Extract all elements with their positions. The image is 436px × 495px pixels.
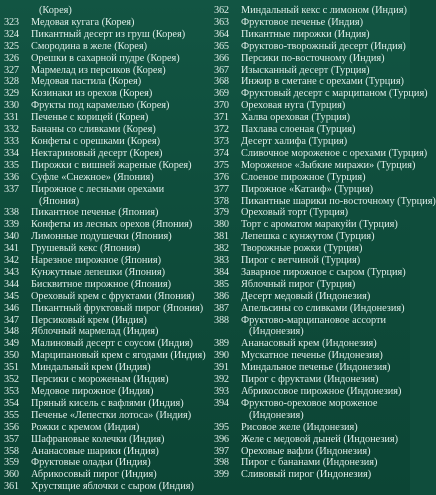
recipe-entry: [4, 207, 206, 219]
recipe-entry: [4, 231, 206, 243]
recipe-title: Фрукты под карамелью (Корея): [31, 100, 170, 112]
recipe-entry: [4, 219, 206, 231]
recipe-number: 360: [4, 469, 19, 481]
recipe-number: 372: [214, 124, 229, 136]
recipe-entry: [214, 53, 408, 65]
recipe-entry: [4, 457, 206, 469]
recipe-number: 336: [4, 171, 19, 183]
recipe-title: Медовая кугага (Корея): [31, 16, 135, 28]
recipe-title: Ананасовые шарики (Индия): [31, 445, 159, 457]
recipe-number: 376: [214, 171, 229, 183]
recipe-title: Пряный кисель с вафлями (Индия): [31, 397, 184, 409]
recipe-number: 388: [214, 314, 229, 326]
recipe-number: 359: [4, 457, 19, 469]
recipe-entry: [214, 172, 408, 184]
recipe-number: 352: [4, 374, 19, 386]
recipe-number: 397: [214, 445, 229, 457]
recipe-entry: [214, 362, 408, 374]
recipe-title: Конфеты из лесных орехов (Япония): [31, 219, 193, 231]
recipe-number: 342: [4, 255, 19, 267]
recipe-entry: [4, 124, 206, 136]
recipe-number: 323: [4, 16, 19, 28]
recipe-entry: [4, 291, 206, 303]
recipe-title: Лимонные подушечки (Япония): [31, 231, 172, 243]
recipe-title: Орешки в сахарной пудре (Корея): [31, 52, 180, 64]
recipe-number: 367: [214, 64, 229, 76]
recipe-number: 382: [214, 243, 229, 255]
recipe-title: Заварное пирожное с сыром (Турция): [241, 266, 406, 278]
recipe-entry: [214, 446, 408, 458]
recipe-number: 328: [4, 76, 19, 88]
recipe-number: 394: [214, 397, 229, 409]
recipe-number: 375: [214, 159, 229, 171]
recipe-number: 327: [4, 64, 19, 76]
recipe-title: Пирожное с лесными орехами: [31, 183, 165, 195]
recipe-title: Суфле «Снежное» (Япония): [31, 171, 154, 183]
recipe-number: 340: [4, 231, 19, 243]
recipe-number: 389: [214, 338, 229, 350]
recipe-list-left-column: [4, 5, 206, 493]
recipe-entry: [214, 386, 408, 398]
recipe-entry: [214, 398, 408, 410]
recipe-title: Миндальное печенье (Индонезия): [241, 362, 391, 374]
recipe-number: 386: [214, 290, 229, 302]
recipe-entry: [4, 338, 206, 350]
recipe-number: 331: [4, 112, 19, 124]
recipe-title: Хрустящие яблочки с сыром (Индия): [31, 481, 194, 493]
recipe-title: Рисовое желе (Индонезия): [241, 421, 358, 433]
recipe-entry: [4, 386, 206, 398]
recipe-title: Печенье «Лепестки лотоса» (Индия): [31, 409, 192, 421]
recipe-number: 393: [214, 386, 229, 397]
recipe-title: Желе с медовой дыней (Индонезия): [241, 433, 399, 445]
recipe-entry: [4, 53, 206, 65]
recipe-title: Пирог с фруктами (Индонезия): [241, 374, 379, 386]
recipe-number: 380: [214, 219, 229, 231]
recipe-number: 368: [214, 76, 229, 88]
recipe-number: 377: [214, 183, 229, 195]
recipe-title: Персики по-восточному (Индия): [241, 52, 385, 64]
recipe-number: [4, 5, 31, 17]
recipe-entry: [4, 469, 206, 481]
recipe-entry: [4, 136, 206, 148]
recipe-entry: [214, 219, 408, 231]
recipe-number: 371: [214, 112, 229, 124]
recipe-entry: [214, 326, 408, 338]
recipe-number: 357: [4, 433, 19, 445]
recipe-number: 332: [4, 124, 19, 136]
recipe-number: 384: [214, 266, 229, 278]
recipe-title: Марципановый крем с ягодами (Индия): [31, 350, 206, 362]
recipe-title: Пикантное печенье (Япония): [31, 207, 159, 219]
recipe-number: 387: [214, 302, 229, 314]
recipe-number: 355: [4, 409, 19, 421]
recipe-entry: [4, 160, 206, 172]
recipe-number: 326: [4, 52, 19, 64]
recipe-title: Пикантный фруктовый пирог (Япония): [31, 302, 204, 314]
recipe-entry: [214, 434, 408, 446]
recipe-entry: [4, 303, 206, 315]
recipe-entry: [4, 29, 206, 41]
recipe-title: Грушевый кекс (Япония): [31, 243, 141, 255]
recipe-number: 398: [214, 457, 229, 469]
recipe-entry: [214, 17, 408, 29]
recipe-number: 350: [4, 350, 19, 362]
recipe-entry: [214, 374, 408, 386]
recipe-entry: [214, 231, 408, 243]
recipe-entry: [214, 184, 408, 196]
recipe-entry: [4, 446, 206, 458]
recipe-title: Десерт халифа (Турция): [241, 135, 348, 147]
recipe-title: Пирожное «Катаиф» (Турция): [241, 183, 374, 195]
recipe-title: Ореховый крем с фруктами (Япония): [31, 290, 195, 302]
recipe-entry: [214, 410, 408, 422]
recipe-title: Ананасовый крем (Индонезия): [241, 338, 377, 350]
recipe-title: (Индонезия): [249, 409, 304, 421]
recipe-number: 353: [4, 386, 19, 397]
recipe-number: 345: [4, 290, 19, 302]
recipe-entry: [214, 422, 408, 434]
recipe-number: 339: [4, 219, 19, 231]
recipe-entry: [214, 136, 408, 148]
recipe-number: 373: [214, 135, 229, 147]
recipe-entry: [214, 76, 408, 88]
recipe-number: [4, 196, 31, 208]
recipe-number: 379: [214, 207, 229, 219]
recipe-entry: [4, 41, 206, 53]
recipe-title: Персиковый крем (Индия): [31, 314, 147, 326]
recipe-title: Мармелад из персиков (Корея): [31, 64, 166, 76]
recipe-title: Мороженое «Зыбкие миражи» (Турция): [241, 159, 416, 171]
recipe-title: Миндальный крем (Индия): [31, 362, 151, 374]
recipe-title: Лепешка с кунжутом (Турция): [241, 231, 375, 243]
recipe-title: Пикантные пирожки (Индия): [241, 28, 370, 40]
recipe-title: Фруктовое печенье (Индия): [241, 16, 364, 28]
recipe-title: Фруктово-творожный десерт (Индия): [241, 40, 406, 52]
recipe-number: 378: [214, 195, 229, 207]
recipe-entry: [4, 410, 206, 422]
recipe-title: Конфеты с орешками (Корея): [31, 135, 161, 147]
recipe-title: Фруктовый десерт с марципаном (Турция): [241, 88, 428, 100]
recipe-number: 348: [4, 326, 19, 338]
recipe-number: 365: [214, 40, 229, 52]
recipe-entry: [214, 41, 408, 53]
recipe-number: 346: [4, 302, 19, 314]
recipe-number: 338: [4, 207, 19, 219]
recipe-title: Пахлава слоеная (Турция): [241, 124, 356, 136]
recipe-title: Рожки с кремом (Индия): [31, 421, 140, 433]
recipe-number: 351: [4, 362, 19, 374]
recipe-number: 344: [4, 278, 19, 290]
recipe-list-right-column: [214, 5, 436, 481]
recipe-entry: [214, 207, 408, 219]
recipe-entry: [214, 315, 408, 327]
recipe-entry: [214, 338, 408, 350]
recipe-entry: [4, 326, 206, 338]
recipe-entry: [4, 243, 206, 255]
recipe-title: Миндальный кекс с лимоном (Индия): [241, 5, 407, 16]
recipe-entry: [4, 112, 206, 124]
recipe-entry: [214, 65, 408, 77]
recipe-title: Апельсины со сливками (Индонезия): [241, 302, 405, 314]
recipe-entry: [4, 315, 206, 327]
recipe-title: Пирог с ветчиной (Турция): [241, 255, 361, 267]
recipe-entry: [4, 17, 206, 29]
recipe-title: Нектариновый десерт (Корея): [31, 147, 163, 159]
recipe-entry: [4, 362, 206, 374]
recipe-number: 392: [214, 374, 229, 386]
recipe-number: 364: [214, 28, 229, 40]
recipe-number: 337: [4, 183, 19, 195]
recipe-number: 362: [214, 5, 229, 16]
recipe-entry: [4, 267, 206, 279]
recipe-number: 343: [4, 266, 19, 278]
recipe-title: Кунжутные лепешки (Япония): [31, 266, 166, 278]
recipe-title: Десерт медовый (Индонезия): [241, 290, 371, 302]
recipe-number: 383: [214, 255, 229, 267]
recipe-entry: [4, 434, 206, 446]
recipe-entry: [4, 148, 206, 160]
recipe-number: 334: [4, 147, 19, 159]
recipe-title: Пирог с бананами (Индонезия): [241, 457, 378, 469]
recipe-entry: [214, 279, 408, 291]
recipe-number: 391: [214, 362, 229, 374]
recipe-entry: [214, 5, 408, 17]
recipe-title: Халва ореховая (Турция): [241, 112, 351, 124]
recipe-number: 363: [214, 16, 229, 28]
recipe-title: (Корея): [39, 5, 72, 16]
recipe-entry: [214, 267, 408, 279]
recipe-entry: [4, 255, 206, 267]
recipe-title: Торт с ароматом маракуйи (Турция): [241, 219, 398, 231]
recipe-title: Фруктовые оладьи (Индия): [31, 457, 151, 469]
recipe-number: 333: [4, 135, 19, 147]
recipe-number: 374: [214, 147, 229, 159]
recipe-number: 369: [214, 88, 229, 100]
recipe-number: 390: [214, 350, 229, 362]
recipe-entry: [214, 159, 416, 172]
recipe-number: 325: [4, 40, 19, 52]
recipe-entry: [214, 88, 428, 100]
recipe-title: Слоеное пирожное (Турция): [241, 171, 366, 183]
recipe-title: Мускатное печенье (Индонезия): [241, 350, 383, 362]
recipe-number: 358: [4, 445, 19, 457]
recipe-entry: [214, 243, 408, 255]
recipe-entry: [214, 350, 408, 362]
recipe-title: (Индонезия): [249, 326, 304, 338]
recipe-entry: [214, 147, 428, 160]
recipe-number: 385: [214, 278, 229, 290]
recipe-entry: [4, 481, 206, 493]
recipe-entry: [4, 422, 206, 434]
recipe-title: Козинаки из орехов (Корея): [31, 88, 153, 100]
recipe-title: Ореховый торт (Турция): [241, 207, 349, 219]
recipe-number: 349: [4, 338, 19, 350]
recipe-title: Печенье с корицей (Корея): [31, 112, 149, 124]
recipe-entry: [4, 398, 206, 410]
recipe-number: 356: [4, 421, 19, 433]
recipe-number: 335: [4, 159, 19, 171]
recipe-number: 354: [4, 397, 19, 409]
recipe-entry: [4, 100, 206, 112]
recipe-entry: [214, 112, 408, 124]
recipe-number: [214, 410, 241, 422]
recipe-title: Пикантные шарики по-восточному (Турция): [241, 195, 436, 207]
recipe-entry: [4, 65, 206, 77]
recipe-title: Пикантный десерт из груш (Корея): [31, 28, 186, 40]
recipe-number: 324: [4, 28, 19, 40]
recipe-title: Абрикосовый пирог (Индия): [31, 469, 157, 481]
recipe-title: Смородина в желе (Корея): [31, 40, 148, 52]
recipe-entry: [214, 303, 408, 315]
recipe-entry: [4, 172, 206, 184]
recipe-number: 347: [4, 314, 19, 326]
recipe-title: Сливочное мороженое с орехами (Турция): [241, 147, 428, 159]
recipe-number: 395: [214, 421, 229, 433]
recipe-entry: [214, 291, 408, 303]
recipe-entry: [4, 196, 206, 208]
recipe-number: 361: [4, 481, 19, 493]
recipe-number: 370: [214, 100, 229, 112]
recipe-entry: [4, 88, 206, 100]
recipe-entry: [4, 279, 206, 291]
recipe-title: Шафрановые колечки (Индия): [31, 433, 165, 445]
recipe-title: Бананы со сливками (Корея): [31, 124, 156, 136]
recipe-title: (Япония): [39, 195, 80, 207]
recipe-number: 330: [4, 100, 19, 112]
recipe-entry: [214, 195, 436, 208]
recipe-entry: [4, 350, 206, 362]
recipe-title: Яблочный пирог (Турция): [241, 278, 356, 290]
recipe-title: Творожные рожки (Турция): [241, 243, 363, 255]
recipe-title: Инжир в сметане с орехами (Турция): [241, 76, 404, 88]
recipe-entry: [214, 29, 408, 41]
recipe-number: 341: [4, 243, 19, 255]
recipe-entry: [4, 374, 206, 386]
recipe-entry: [214, 469, 408, 481]
recipe-title: Фруктово-ореховое мороженое: [241, 397, 378, 409]
recipe-entry: [4, 5, 206, 17]
recipe-number: 396: [214, 433, 229, 445]
recipe-entry: [214, 124, 408, 136]
recipe-title: Сливовый пирог (Индонезия): [241, 469, 372, 481]
recipe-entry: [4, 76, 206, 88]
recipe-title: Изысканный десерт (Турция): [241, 64, 370, 76]
recipe-number: 366: [214, 52, 229, 64]
recipe-entry: [214, 457, 408, 469]
recipe-title: Персики с мороженым (Индия): [31, 374, 169, 386]
recipe-title: Абрикосовое пирожное (Индонезия): [241, 386, 402, 397]
recipe-title: Нарезное пирожное (Япония): [31, 255, 162, 267]
recipe-title: Медовая пастила (Корея): [31, 76, 142, 88]
recipe-number: 381: [214, 231, 229, 243]
recipe-title: Малиновый десерт с соусом (Индия): [31, 338, 193, 350]
recipe-number: 329: [4, 88, 19, 100]
recipe-title: Ореховые вафли (Индонезия): [241, 445, 371, 457]
recipe-title: Медовое пирожное (Индия): [31, 386, 154, 397]
recipe-number: [214, 326, 241, 338]
recipe-title: Бисквитное пирожное (Япония): [31, 278, 172, 290]
recipe-number: 399: [214, 469, 229, 481]
recipe-entry: [4, 184, 206, 196]
recipe-entry: [214, 100, 408, 112]
recipe-title: Ореховая нуга (Турция): [241, 100, 346, 112]
recipe-entry: [214, 255, 408, 267]
recipe-title: Фруктово-марципановое ассорти: [241, 314, 387, 326]
recipe-title: Яблочный мармелад (Индия): [31, 326, 159, 338]
recipe-title: Пирожки с вишней жареные (Корея): [31, 159, 192, 171]
